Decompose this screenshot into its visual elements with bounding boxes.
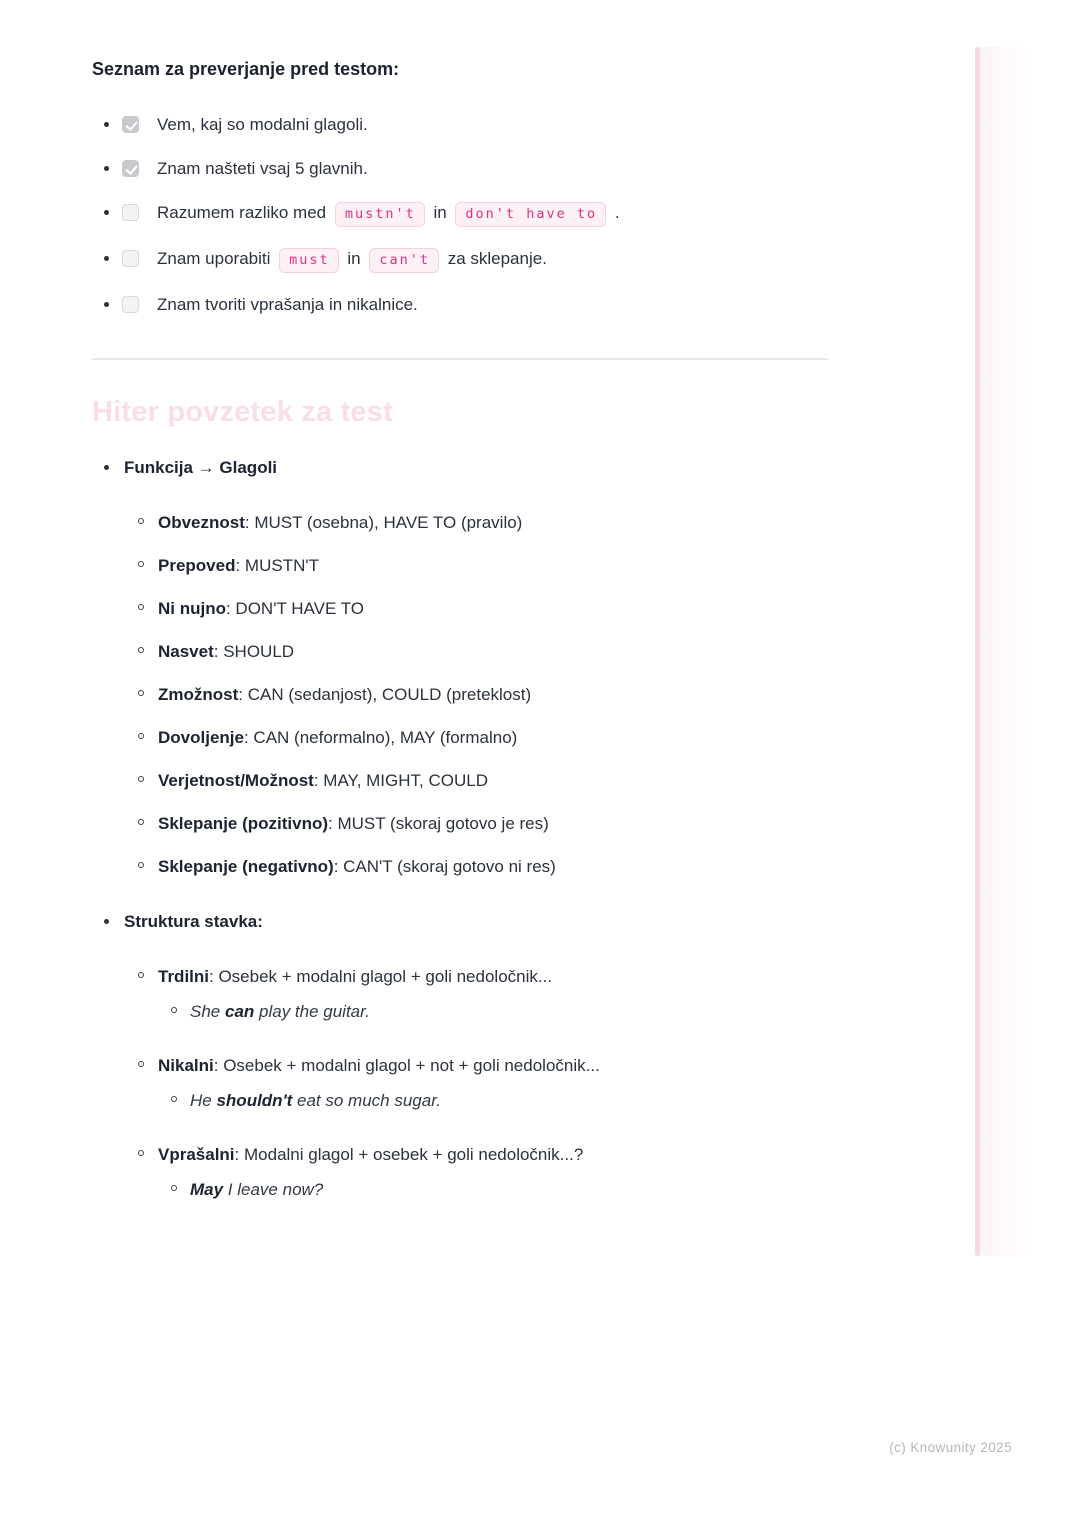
function-item-text: : MAY, MIGHT, COULD — [313, 771, 488, 790]
function-item-text: : CAN (neformalno), MAY (formalno) — [243, 728, 518, 747]
checklist-item-text: Razumem razliko med mustn't in don't have to . — [157, 203, 620, 222]
example-item: He shouldn't eat so much sugar. — [158, 1087, 828, 1114]
checklist-item-text: Znam našteti vsaj 5 glavnih. — [157, 159, 368, 178]
function-item — [124, 853, 828, 880]
checklist — [92, 111, 828, 318]
bullet-icon — [104, 210, 109, 215]
function-item-text: : CAN (sedanjost), COULD (preteklost) — [238, 685, 532, 704]
function-item — [124, 767, 828, 794]
structure-item — [124, 963, 828, 1025]
function-item-text: : MUST (osebna), HAVE TO (pravilo) — [244, 513, 523, 532]
function-item-label: Zmožnost — [158, 685, 239, 704]
section-divider — [92, 358, 828, 360]
bullet-icon — [104, 166, 109, 171]
function-section-title: Funkcija → Glagoli — [124, 458, 278, 477]
function-item-label: Obveznost — [158, 513, 245, 532]
checklist-item — [92, 155, 828, 182]
function-item-label: Dovoljenje — [158, 728, 244, 747]
structure-list — [124, 963, 828, 1203]
circle-bullet-icon — [138, 972, 144, 978]
function-item — [124, 638, 828, 665]
code-pill: must — [279, 248, 339, 273]
circle-bullet-icon — [171, 1096, 177, 1102]
summary-heading: Hiter povzetek za test — [92, 396, 393, 428]
function-item-label: Sklepanje (pozitivno) — [158, 814, 329, 833]
function-item — [124, 509, 828, 536]
scrollbar-thumb[interactable] — [975, 47, 980, 1256]
bullet-icon — [104, 919, 109, 924]
structure-item-text: : Osebek + modalni glagol + goli nedoločnik... — [209, 967, 553, 986]
checkbox[interactable] — [122, 250, 139, 267]
example-item: May I leave now? — [158, 1176, 828, 1203]
checklist-item-text: Znam tvoriti vprašanja in nikalnice. — [157, 295, 418, 314]
function-item — [124, 595, 828, 622]
circle-bullet-icon — [138, 1061, 144, 1067]
page-edge-highlight — [980, 47, 1032, 1256]
structure-section-title: Struktura stavka: — [124, 912, 263, 931]
checkbox[interactable] — [122, 160, 139, 177]
structure-item-label: Nikalni — [158, 1056, 214, 1075]
checklist-item — [92, 245, 828, 274]
structure-item-text: : Osebek + modalni glagol + not + goli nedoločnik... — [213, 1056, 600, 1075]
structure-section — [92, 908, 828, 1203]
function-item-text: : MUSTN'T — [235, 556, 319, 575]
bullet-icon — [104, 122, 109, 127]
checklist-item-text: Vem, kaj so modalni glagoli. — [157, 115, 368, 134]
circle-bullet-icon — [138, 1150, 144, 1156]
function-item-text: : CAN'T (skoraj gotovo ni res) — [333, 857, 556, 876]
function-item-label: Nasvet — [158, 642, 214, 661]
function-item — [124, 724, 828, 751]
function-item — [124, 552, 828, 579]
function-list — [124, 509, 828, 880]
example-list — [158, 998, 828, 1025]
structure-item-label: Vprašalni — [158, 1145, 235, 1164]
structure-item-label: Trdilni — [158, 967, 209, 986]
function-item-text: : SHOULD — [213, 642, 295, 661]
function-item-label: Sklepanje (negativno) — [158, 857, 334, 876]
function-item-label: Ni nujno — [158, 599, 226, 618]
example-list — [158, 1087, 828, 1114]
function-item-label: Prepoved — [158, 556, 236, 575]
bullet-icon — [104, 256, 109, 261]
checkbox[interactable] — [122, 296, 139, 313]
structure-item — [124, 1052, 828, 1114]
checklist-item — [92, 199, 828, 228]
function-item-text: : MUST (skoraj gotovo je res) — [328, 814, 549, 833]
circle-bullet-icon — [138, 518, 144, 524]
circle-bullet-icon — [138, 647, 144, 653]
bullet-icon — [104, 302, 109, 307]
function-item-label: Verjetnost/Možnost — [158, 771, 314, 790]
circle-bullet-icon — [138, 819, 144, 825]
circle-bullet-icon — [138, 776, 144, 782]
checklist-heading: Seznam za preverjanje pred testom: — [92, 59, 400, 79]
bullet-icon — [104, 465, 109, 470]
document-content — [92, 57, 828, 1230]
circle-bullet-icon — [138, 733, 144, 739]
circle-bullet-icon — [138, 561, 144, 567]
code-pill: can't — [369, 248, 439, 273]
structure-item — [124, 1141, 828, 1203]
circle-bullet-icon — [138, 604, 144, 610]
circle-bullet-icon — [138, 862, 144, 868]
circle-bullet-icon — [171, 1185, 177, 1191]
example-list — [158, 1176, 828, 1203]
checklist-item-text: Znam uporabiti must in can't za sklepanje. — [157, 249, 547, 268]
code-pill: mustn't — [335, 202, 425, 227]
function-section — [92, 454, 828, 880]
function-item-text: : DON'T HAVE TO — [225, 599, 365, 618]
circle-bullet-icon — [171, 1007, 177, 1013]
function-item — [124, 810, 828, 837]
summary-list — [92, 454, 828, 1203]
structure-item-text: : Modalni glagol + osebek + goli nedoločnik...? — [234, 1145, 584, 1164]
code-pill: don't have to — [455, 202, 606, 227]
checklist-item — [92, 291, 828, 318]
checkbox[interactable] — [122, 116, 139, 133]
checklist-item — [92, 111, 828, 138]
footer-copyright: (c) Knowunity 2025 — [889, 1440, 1012, 1455]
example-item: She can play the guitar. — [158, 998, 828, 1025]
circle-bullet-icon — [138, 690, 144, 696]
checkbox[interactable] — [122, 204, 139, 221]
function-item — [124, 681, 828, 708]
